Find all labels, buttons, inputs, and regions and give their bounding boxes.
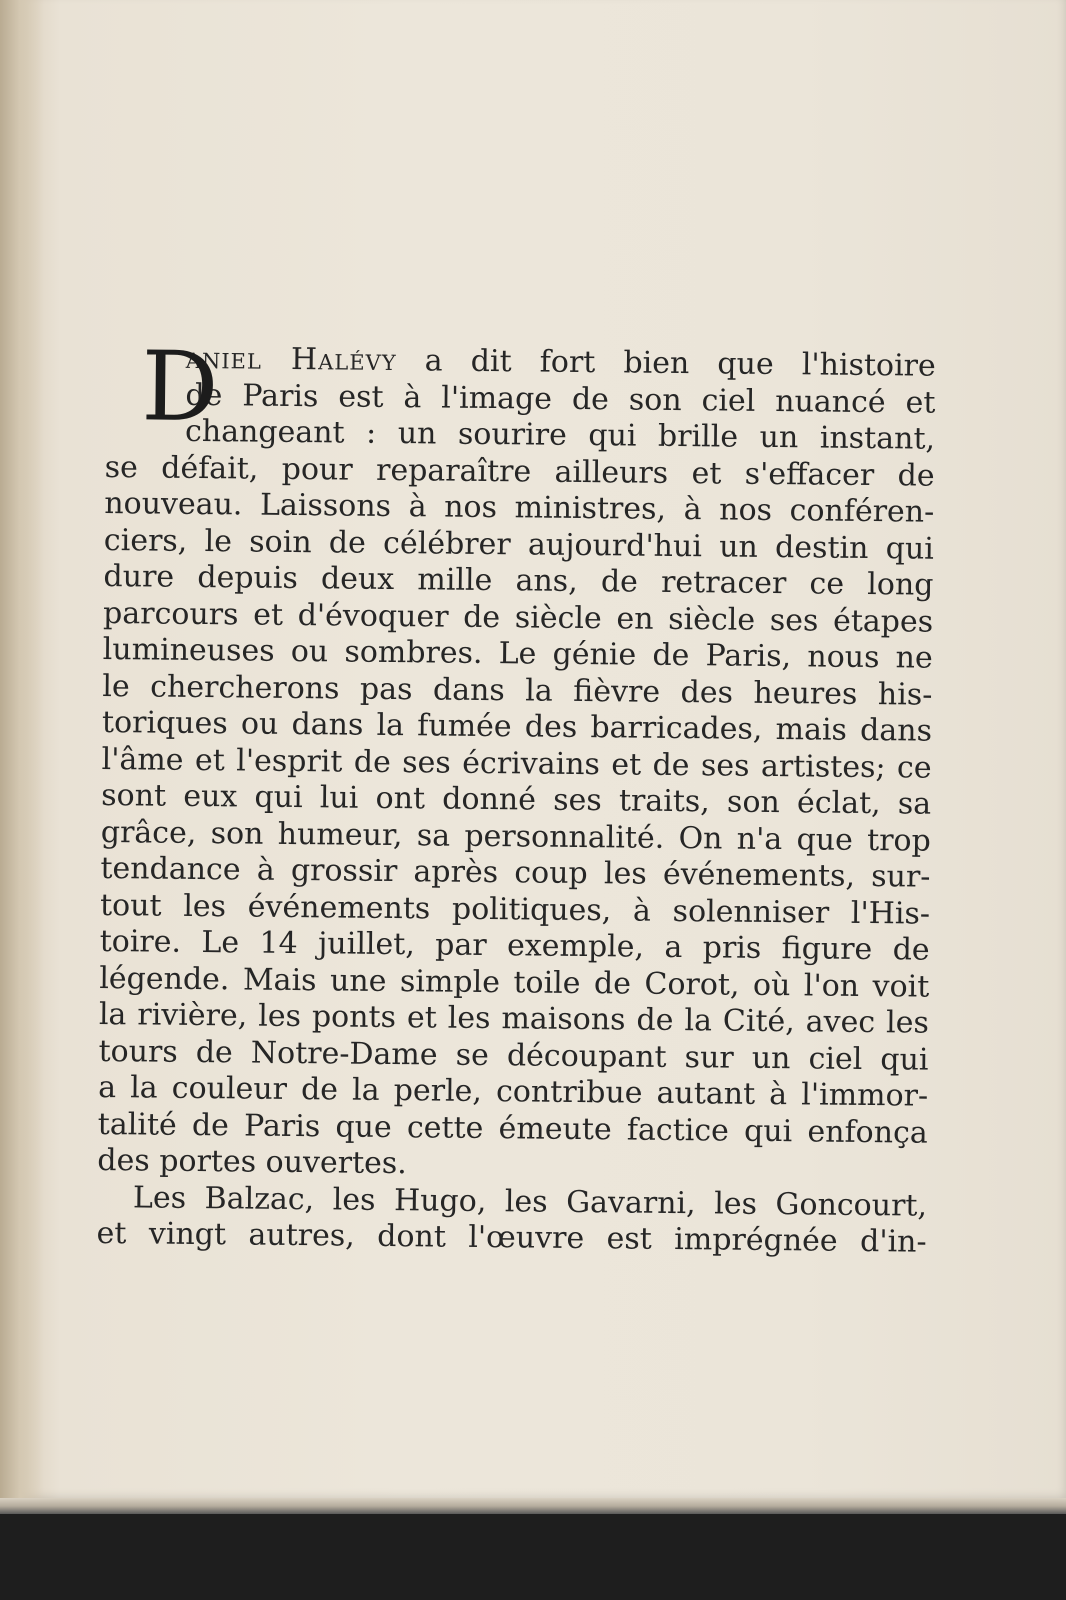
body-text	[96, 330, 936, 1261]
text-line: sont eux qui lui ont donné ses traits, son éclat, sa	[101, 777, 932, 822]
drop-cap: D	[140, 330, 220, 444]
text-line: a la couleur de la perle, contribue autant à l'immor-	[97, 1069, 929, 1114]
opening-words: aniel Halévy	[185, 340, 397, 379]
text-line: grâce, son humeur, sa personnalité. On n'a que trop	[100, 814, 931, 859]
text-line: le chercherons pas dans la fièvre des heures his-	[102, 668, 933, 713]
text-line: l'âme et l'esprit de ses écrivains et de ses artistes; ce	[101, 741, 932, 786]
page-gutter-shadow	[0, 0, 44, 1504]
text-line: lumineuses ou sombres. Le génie de Paris, nous ne	[102, 631, 933, 676]
text-line: parcours et d'évoquer de siècle en siècle ses étapes	[102, 595, 934, 640]
text-line: et vingt autres, dont l'œuvre est imprégnée d'in-	[96, 1215, 927, 1260]
page-bottom-edge	[0, 1498, 1066, 1514]
paragraph-2	[96, 1179, 927, 1261]
text-line: ciers, le soin de célébrer aujourd'hui un destin qui	[103, 522, 935, 567]
text-line: légende. Mais une simple toile de Corot, où l'on voit	[99, 960, 930, 1005]
text-line-rest: a dit fort bien que l'histoire	[424, 343, 936, 384]
paragraph-1	[97, 330, 936, 1188]
text-line: toire. Le 14 juillet, par exemple, a pris figure de	[99, 923, 930, 968]
text-line: dure depuis deux mille ans, de retracer ce long	[103, 558, 934, 603]
text-line: tendance à grossir après coup les événements, sur-	[100, 850, 931, 895]
text-line: tours de Notre-Dame se découpant sur un ciel qui	[98, 1033, 929, 1078]
text-line: se défait, pour reparaître ailleurs et s'effacer de	[104, 449, 935, 494]
text-line: des portes ouvertes.	[97, 1142, 407, 1182]
text-line: de Paris est à l'image de son ciel nuancé et	[185, 377, 936, 421]
text-line: Les Balzac, les Hugo, les Gavarni, les Goncourt,	[132, 1179, 928, 1224]
text-line: la rivière, les ponts et les maisons de la Cité, avec les	[98, 996, 930, 1041]
text-line: toriques ou dans la fumée des barricades, mais dans	[101, 704, 933, 749]
text-line: changeant : un sourire qui brille un instant,	[184, 413, 936, 457]
text-line: nouveau. Laissons à nos ministres, à nos conféren-	[104, 485, 935, 530]
text-line: talité de Paris que cette émeute factice qui enfonça	[97, 1106, 928, 1151]
text-line: tout les événements politiques, à solenniser l'His-	[99, 887, 931, 932]
